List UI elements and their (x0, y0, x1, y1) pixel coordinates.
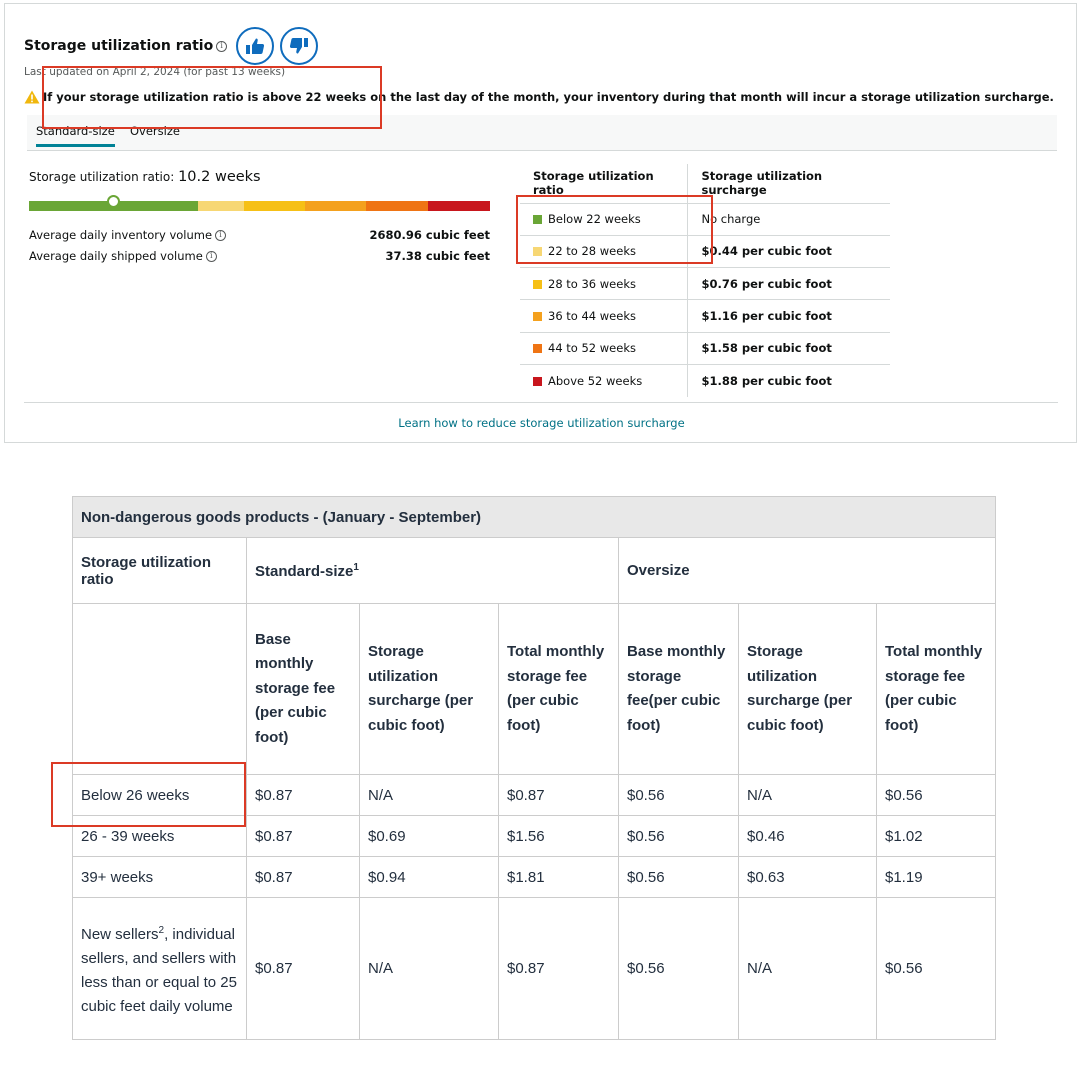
highlight-box-warning (42, 66, 382, 129)
column-header: Storage utilization surcharge (per cubic foot) (360, 604, 499, 775)
ratio-range: 22 to 28 weeks (548, 244, 636, 259)
table-cell: $1.02 (877, 816, 996, 857)
metric-shipped-volume (29, 249, 490, 263)
highlight-box-fee-rows (516, 195, 713, 264)
metric-label: Average daily inventory volume (29, 228, 213, 242)
table-row (73, 857, 996, 898)
legend-swatch (533, 377, 542, 386)
column-header: Base monthly storage fee (per cubic foot) (247, 604, 360, 775)
table-cell: $0.56 (619, 857, 739, 898)
table-caption: Non-dangerous goods products - (January - September) (73, 497, 996, 538)
surcharge-value: $1.88 per cubic foot (688, 364, 890, 396)
warning-text: If your storage utilization ratio is above 22 weeks on the last day of the month, your inventory during that month will incur a storage utilization surcharge. (43, 90, 1054, 104)
column-header: Total monthly storage fee (per cubic foot) (877, 604, 996, 775)
table-cell: Below 26 weeks (73, 775, 247, 816)
table-cell: 39+ weeks (73, 857, 247, 898)
table-cell: N/A (739, 775, 877, 816)
column-header: Base monthly storage fee(per cubic foot) (619, 604, 739, 775)
ratio-bar-segment-44-52 (366, 201, 428, 211)
ratio-summary-label: Storage utilization ratio: (29, 170, 179, 184)
ratio-range: 28 to 36 weeks (548, 276, 636, 291)
empty-header-cell (73, 604, 247, 775)
column-header: Storage utilization ratio (520, 164, 688, 203)
card-title: Storage utilization ratio (24, 38, 214, 54)
oversize-header: Oversize (619, 538, 996, 604)
learn-more-link[interactable]: Learn how to reduce storage utilization surcharge (398, 416, 685, 430)
table-cell: 26 - 39 weeks (73, 816, 247, 857)
table-cell: N/A (739, 898, 877, 1040)
card-header (24, 26, 318, 66)
divider (24, 402, 1058, 403)
table-cell: $0.87 (247, 857, 360, 898)
table-row (520, 300, 890, 332)
legend-swatch (533, 344, 542, 353)
table-cell: New sellers$^2$, individual sellers, and sellers with less than or equal to 25 cubic feet daily volume (73, 898, 247, 1040)
thumbs-up-button[interactable] (236, 27, 274, 65)
metric-label: Average daily shipped volume (29, 249, 203, 263)
table-row (73, 898, 996, 1040)
table-cell: $1.19 (877, 857, 996, 898)
table-row (520, 268, 890, 300)
metric-value: 2680.96 cubic feet (369, 228, 490, 242)
ratio-summary (29, 169, 261, 185)
thumbs-down-icon (289, 37, 309, 55)
column-header: Storage utilization surcharge (688, 164, 890, 203)
table-cell: $0.56 (877, 898, 996, 1040)
surcharge-value: $1.58 per cubic foot (688, 332, 890, 364)
last-updated-text: Last updated on April 2, 2024 (for past 13 weeks) (24, 66, 286, 78)
table-cell: $1.81 (499, 857, 619, 898)
info-icon[interactable]: i (206, 251, 217, 262)
table-cell: $0.87 (247, 898, 360, 1040)
column-header: Storage utilization surcharge (per cubic foot) (739, 604, 877, 775)
ratio-column-header: Storage utilization ratio (73, 538, 247, 604)
tab-standard-size[interactable]: Standard-size (36, 124, 115, 147)
ratio-marker (107, 195, 120, 208)
table-cell: $0.56 (619, 898, 739, 1040)
surcharge-value: No charge (688, 203, 890, 235)
table-cell: $0.87 (499, 775, 619, 816)
surcharge-value: $0.76 per cubic foot (688, 268, 890, 300)
table-cell: $0.87 (247, 775, 360, 816)
tab-oversize[interactable]: Oversize (130, 124, 180, 138)
surcharge-value: $0.44 per cubic foot (688, 235, 890, 267)
ratio-summary-value: 10.2 weeks (178, 169, 261, 185)
table-row (520, 332, 890, 364)
table-cell: $0.63 (739, 857, 877, 898)
ratio-range: 36 to 44 weeks (548, 309, 636, 324)
table-cell: $0.56 (619, 816, 739, 857)
metric-inventory-volume (29, 228, 490, 242)
table-cell: N/A (360, 898, 499, 1040)
column-header: Total monthly storage fee (per cubic foot) (499, 604, 619, 775)
ratio-bar-segment-22-28 (198, 201, 244, 211)
warning-icon (24, 90, 40, 104)
info-icon[interactable]: i (215, 230, 226, 241)
info-icon[interactable]: i (216, 41, 227, 52)
table-cell: $0.94 (360, 857, 499, 898)
ratio-bar-segment-36-44 (305, 201, 366, 211)
ratio-range: 44 to 52 weeks (548, 341, 636, 356)
standard-size-header: Standard-size$^1$ (247, 538, 619, 604)
ratio-range: Above 52 weeks (548, 373, 643, 388)
table-cell: $0.69 (360, 816, 499, 857)
table-row (520, 364, 890, 396)
metric-value: 37.38 cubic feet (385, 249, 490, 263)
surcharge-value: $1.16 per cubic foot (688, 300, 890, 332)
ratio-scale-bar (29, 201, 490, 211)
table-cell: N/A (360, 775, 499, 816)
legend-swatch (533, 280, 542, 289)
ratio-bar-segment-28-36 (244, 201, 305, 211)
table-cell: $1.56 (499, 816, 619, 857)
table-cell: $0.87 (247, 816, 360, 857)
table-cell: $0.46 (739, 816, 877, 857)
legend-swatch (533, 312, 542, 321)
table-cell: $0.87 (499, 898, 619, 1040)
thumbs-up-icon (245, 37, 265, 55)
ratio-range: Below 22 weeks (548, 212, 641, 227)
table-cell: $0.56 (877, 775, 996, 816)
thumbs-down-button[interactable] (280, 27, 318, 65)
table-cell: $0.56 (619, 775, 739, 816)
highlight-box-below-26 (51, 762, 246, 827)
ratio-bar-segment-above-52 (428, 201, 490, 211)
